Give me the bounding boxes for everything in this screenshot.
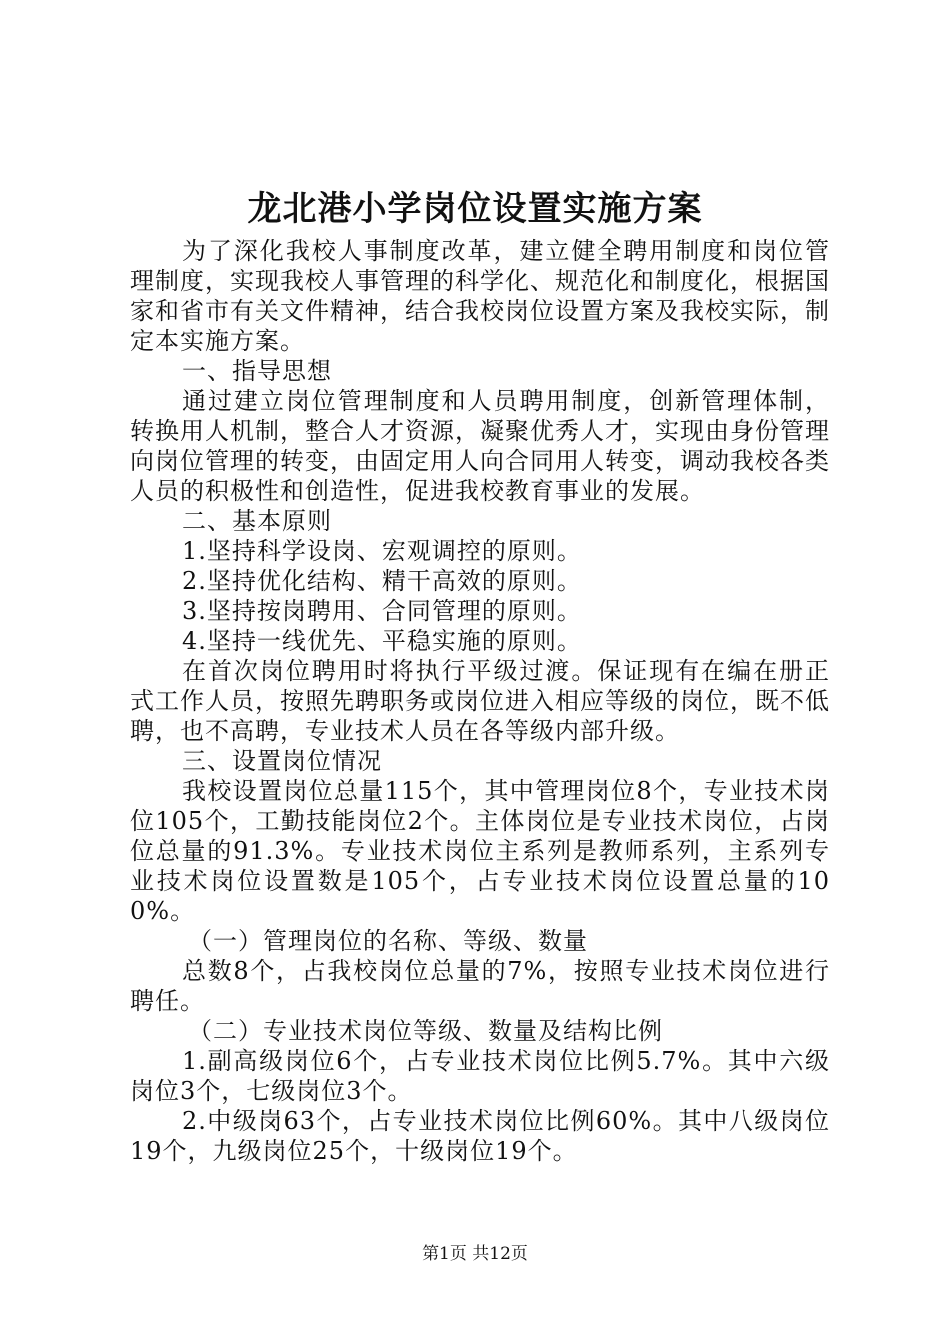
document-body [130,236,830,1166]
transition-paragraph: 在首次岗位聘用时将执行平级过渡。保证现有在编在册正式工作人员，按照先聘职务或岗位进入相应等级的岗位，既不低聘，也不高聘，专业技术人员在各等级内部升级。 [130,657,830,745]
principle-item-4: 4.坚持一线优先、平稳实施的原则。 [182,627,582,655]
document-title: 龙北港小学岗位设置实施方案 [247,189,703,229]
subsection-heading-professional: （二）专业技术岗位等级、数量及结构比例 [188,1017,663,1045]
principle-item-1: 1.坚持科学设岗、宏观调控的原则。 [182,537,582,565]
intro-paragraph: 为了深化我校人事制度改革，建立健全聘用制度和岗位管理制度，实现我校人事管理的科学化、规范化和制度化，根据国家和省市有关文件精神，结合我校岗位设置方案及我校实际，制定本实施方案。 [130,237,830,355]
section-heading-positions: 三、设置岗位情况 [182,747,382,775]
subsection-heading-management: （一）管理岗位的名称、等级、数量 [188,927,588,955]
page-footer: 第1页 共12页 [422,1244,528,1264]
professional-item-2: 2.中级岗63个，占专业技术岗位比例60%。其中八级岗位19个，九级岗位25个，十级岗位19个。 [130,1107,830,1165]
section-heading-guiding-ideology: 一、指导思想 [182,357,332,385]
positions-paragraph: 我校设置岗位总量115个，其中管理岗位8个，专业技术岗位105个，工勤技能岗位2个。主体岗位是专业技术岗位，占岗位总量的91.3%。专业技术岗位主系列是教师系列，主系列专业技术岗位设置数是105个，占专业技术岗位设置总量的100%。 [130,777,830,925]
guiding-ideology-paragraph: 通过建立岗位管理制度和人员聘用制度，创新管理体制，转换用人机制，整合人才资源，凝聚优秀人才，实现由身份管理向岗位管理的转变，由固定用人向合同用人转变，调动我校各类人员的积极性和创造性，促进我校教育事业的发展。 [130,387,830,505]
professional-item-1: 1.副高级岗位6个，占专业技术岗位比例5.7%。其中六级岗位3个，七级岗位3个。 [130,1047,830,1105]
section-heading-basic-principles: 二、基本原则 [182,507,332,535]
management-paragraph: 总数8个，占我校岗位总量的7%，按照专业技术岗位进行聘任。 [130,957,830,1015]
principle-item-3: 3.坚持按岗聘用、合同管理的原则。 [182,597,582,625]
principle-item-2: 2.坚持优化结构、精干高效的原则。 [182,567,582,595]
